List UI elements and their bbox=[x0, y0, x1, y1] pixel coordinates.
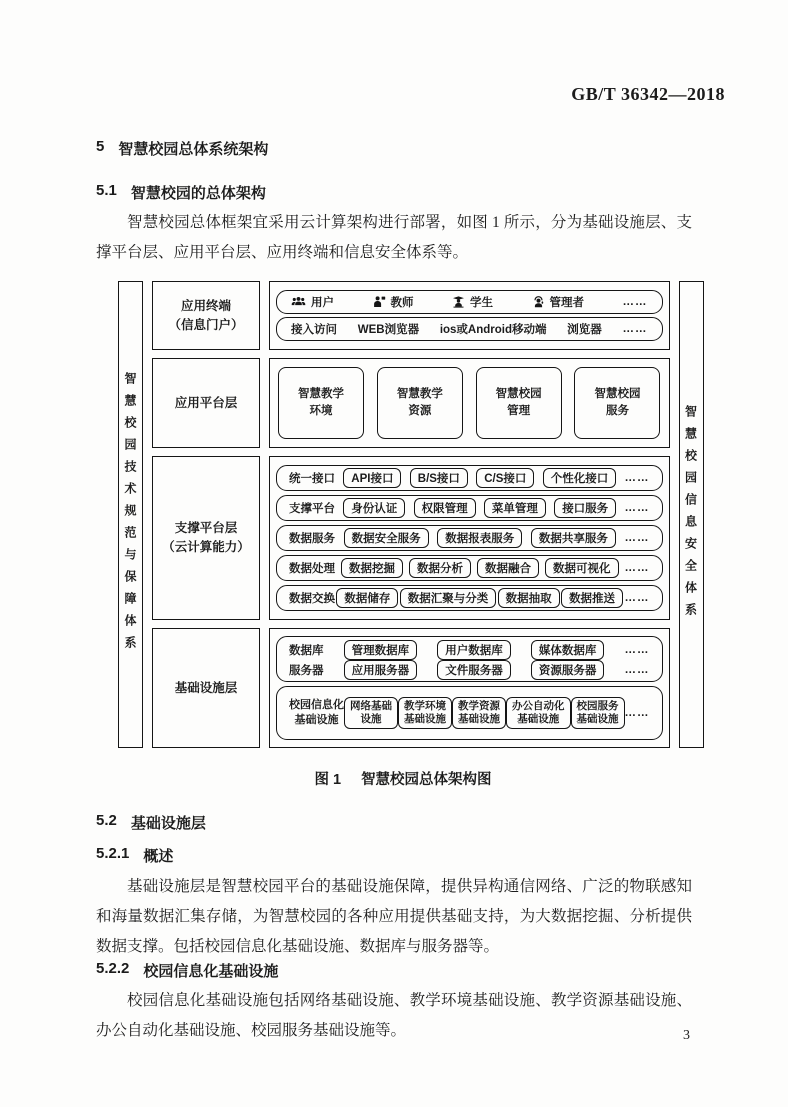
layer-application-terminal bbox=[152, 281, 670, 350]
chip: 数据报表服务 bbox=[437, 528, 522, 548]
chip: 资源服务器 bbox=[531, 660, 605, 680]
app-layer-label: 应用平台层 bbox=[152, 358, 260, 448]
section-number: 5.2.2 bbox=[96, 960, 130, 977]
ellipsis: …… bbox=[624, 706, 650, 719]
section-number: 5 bbox=[96, 138, 105, 155]
ellipsis: …… bbox=[622, 323, 648, 336]
section-5-1-paragraph: 智慧校园总体框架宜采用云计算架构进行部署，如图 1 所示，分为基础设施层、支撑平台层、应用平台层、应用终端和信息安全体系等。 bbox=[96, 214, 692, 261]
chip: 数据汇聚与分类 bbox=[400, 588, 497, 608]
layer-support-platform bbox=[152, 456, 670, 620]
manager-item: 管理者 bbox=[532, 294, 585, 310]
access-row bbox=[276, 317, 663, 341]
chip: 数据抽取 bbox=[498, 588, 560, 608]
chip: 数据融合 bbox=[477, 558, 539, 578]
section-5-2-1-paragraph: 基础设施层是智慧校园平台的基础设施保障，提供异构通信网络、广泛的物联感知和海量数据汇集存储，为智慧校园的各种应用提供基础支持，为大数据挖掘、分析提供数据支撑。包括校园信息化基础设施、数据库与服务器等。 bbox=[96, 878, 692, 955]
users-icon bbox=[291, 296, 306, 307]
chip: 权限管理 bbox=[414, 498, 476, 518]
access-item: WEB浏览器 bbox=[357, 324, 420, 337]
app-layer-content bbox=[269, 358, 670, 448]
chip: 管理数据库 bbox=[344, 640, 418, 660]
chip: API接口 bbox=[343, 468, 401, 488]
chip: 应用服务器 bbox=[344, 660, 418, 680]
ellipsis: …… bbox=[624, 644, 650, 657]
campus-infra-row bbox=[289, 697, 650, 729]
chip: 身份认证 bbox=[343, 498, 405, 518]
infra-db-server-block bbox=[276, 636, 663, 682]
app-box-smart-campus-services: 智慧校园 服务 bbox=[574, 367, 660, 439]
campus-infra-label: 校园信息化 基础设施 bbox=[289, 699, 344, 726]
section-title: 基础设施层 bbox=[130, 815, 206, 832]
chip: 数据可视化 bbox=[545, 558, 619, 578]
figure-1-architecture-diagram bbox=[118, 281, 698, 748]
layer-infrastructure bbox=[152, 628, 670, 748]
ellipsis: …… bbox=[624, 664, 650, 677]
section-title: 智慧校园总体系统架构 bbox=[118, 141, 269, 158]
section-5-2-1-heading bbox=[96, 845, 173, 866]
teacher-icon bbox=[373, 296, 386, 308]
app-box-smart-campus-management: 智慧校园 管理 bbox=[476, 367, 562, 439]
chip: 办公自动化 基础设施 bbox=[506, 697, 571, 729]
support-row-data-services: 数据服务 数据安全服务 数据报表服务 数据共享服务 …… bbox=[276, 525, 663, 551]
database-row: 数据库 管理数据库 用户数据库 媒体数据库 …… bbox=[289, 640, 650, 660]
student-icon bbox=[452, 296, 465, 308]
page-number: 3 bbox=[683, 1028, 690, 1043]
section-5-heading bbox=[96, 138, 268, 159]
chip: 媒体数据库 bbox=[531, 640, 605, 660]
section-5-2-heading bbox=[96, 812, 206, 833]
app-box-smart-teaching-resources: 智慧教学 资源 bbox=[377, 367, 463, 439]
section-number: 5.2.1 bbox=[96, 845, 130, 862]
infra-campus-block bbox=[276, 686, 663, 740]
chip: 个性化接口 bbox=[543, 468, 617, 488]
chip: 菜单管理 bbox=[484, 498, 546, 518]
chip: 数据安全服务 bbox=[344, 528, 429, 548]
chip: 数据储存 bbox=[336, 588, 398, 608]
student-item: 学生 bbox=[452, 294, 493, 310]
users-row bbox=[276, 290, 663, 314]
right-vertical-bar-info-security: 智慧校园信息安全体系 bbox=[679, 281, 704, 748]
ellipsis: …… bbox=[624, 592, 650, 604]
server-row: 服务器 应用服务器 文件服务器 资源服务器 …… bbox=[289, 660, 650, 680]
section-number: 5.2 bbox=[96, 812, 117, 829]
chip: 数据分析 bbox=[409, 558, 471, 578]
teacher-item: 教师 bbox=[373, 294, 414, 310]
ellipsis: …… bbox=[624, 562, 650, 574]
infra-layer-content bbox=[269, 628, 670, 748]
ellipsis: …… bbox=[622, 295, 648, 308]
chip: B/S接口 bbox=[410, 468, 468, 488]
chip: 校园服务 基础设施 bbox=[571, 697, 625, 729]
section-title: 概述 bbox=[143, 848, 174, 865]
chip: 用户数据库 bbox=[437, 640, 511, 660]
infra-layer-label: 基础设施层 bbox=[152, 628, 260, 748]
section-number: 5.1 bbox=[96, 182, 117, 199]
terminal-layer-label: 应用终端 （信息门户） bbox=[152, 281, 260, 350]
support-layer-content bbox=[269, 456, 670, 620]
ellipsis: …… bbox=[624, 532, 650, 544]
figure-caption: 图 1 智慧校园总体架构图 bbox=[314, 772, 492, 788]
access-row-label: 接入访问 bbox=[291, 324, 337, 337]
chip: 接口服务 bbox=[554, 498, 616, 518]
support-row-unified-interface: 统一接口 API接口 B/S接口 C/S接口 个性化接口 …… bbox=[276, 465, 663, 491]
support-row-data-exchange: 数据交换 数据储存 数据汇聚与分类 数据抽取 数据推送 …… bbox=[276, 585, 663, 611]
chip: 网络基础 设施 bbox=[344, 697, 398, 729]
chip: 教学环境 基础设施 bbox=[398, 697, 452, 729]
section-title: 校园信息化基础设施 bbox=[143, 963, 279, 980]
chip: 文件服务器 bbox=[437, 660, 511, 680]
ellipsis: …… bbox=[624, 502, 650, 514]
access-item: 浏览器 bbox=[567, 324, 602, 337]
diagram-layers bbox=[152, 281, 670, 748]
support-row-data-processing: 数据处理 数据挖掘 数据分析 数据融合 数据可视化 …… bbox=[276, 555, 663, 581]
chip: 数据推送 bbox=[561, 588, 623, 608]
section-5-1-heading bbox=[96, 182, 266, 203]
support-layer-label: 支撑平台层 （云计算能力） bbox=[152, 456, 260, 620]
section-title: 智慧校园的总体架构 bbox=[130, 185, 266, 202]
left-vertical-bar-tech-standards: 智慧校园技术规范与保障体系 bbox=[118, 281, 143, 748]
ellipsis: …… bbox=[624, 472, 650, 484]
access-item: ios或Android移动端 bbox=[439, 324, 547, 337]
manager-icon bbox=[532, 296, 545, 308]
chip: 教学资源 基础设施 bbox=[452, 697, 506, 729]
chip: 数据挖掘 bbox=[341, 558, 403, 578]
standard-code: GB/T 36342—2018 bbox=[571, 84, 725, 104]
chip: C/S接口 bbox=[476, 468, 534, 488]
section-5-2-2-heading bbox=[96, 960, 278, 981]
section-5-2-2-paragraph: 校园信息化基础设施包括网络基础设施、教学环境基础设施、教学资源基础设施、办公自动化基础设施、校园服务基础设施等。 bbox=[96, 992, 692, 1039]
support-row-support-platform: 支撑平台 身份认证 权限管理 菜单管理 接口服务 …… bbox=[276, 495, 663, 521]
layer-application-platform bbox=[152, 358, 670, 448]
chip: 数据共享服务 bbox=[531, 528, 616, 548]
user-item: 用户 bbox=[291, 294, 334, 310]
terminal-layer-content bbox=[269, 281, 670, 350]
app-box-smart-teaching-env: 智慧教学 环境 bbox=[278, 367, 364, 439]
